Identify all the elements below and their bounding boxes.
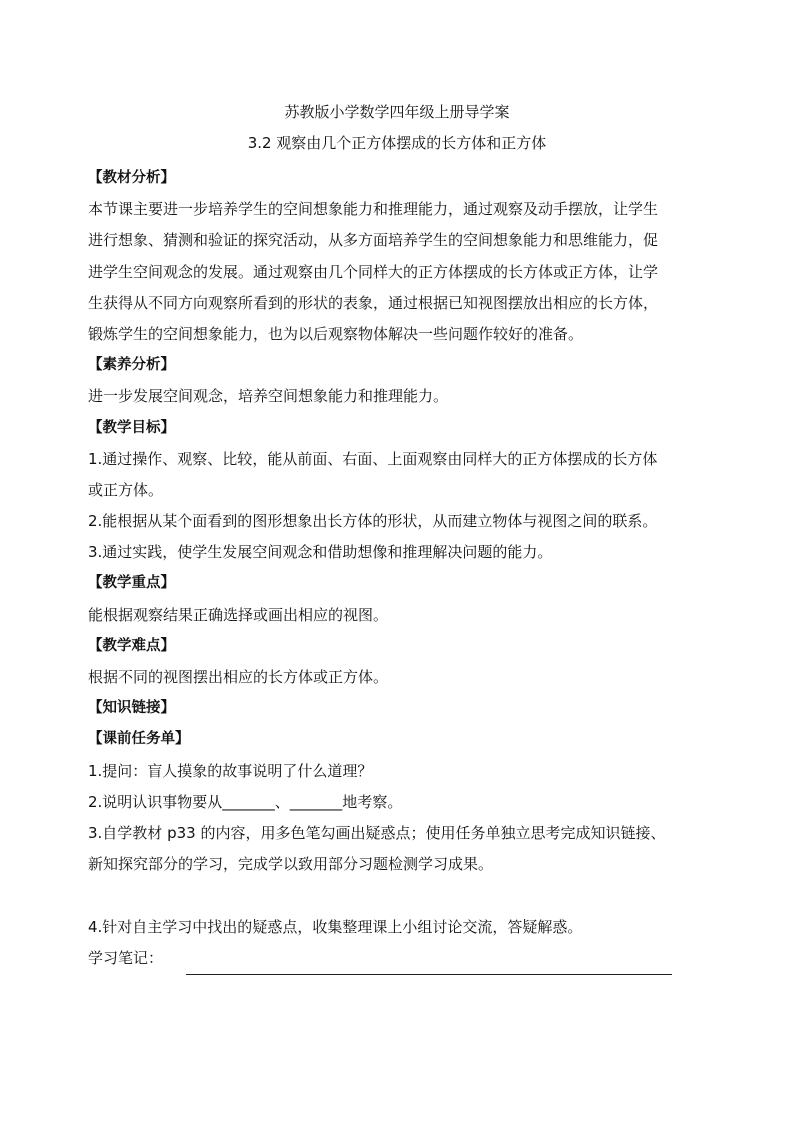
body-line: 本节课主要进一步培养学生的空间想象能力和推理能力，通过观察及动手摆放，让学生	[88, 200, 659, 219]
body-line: 2.能根据从某个面看到的图形想象出长方体的形状，从而建立物体与视图之间的联系。	[88, 512, 658, 531]
body-line: 3.通过实践，使学生发展空间观念和借助想像和推理解决问题的能力。	[88, 543, 553, 562]
section-heading: 【素养分析】	[88, 357, 175, 374]
section-heading: 【教学重点】	[88, 575, 175, 592]
body-line: 3.自学教材 p33 的内容，用多色笔勾画出疑惑点；使用任务单独立思考完成知识链接、	[88, 823, 666, 842]
document-subtitle: 3.2 观察由几个正方体摆成的长方体和正方体	[247, 134, 547, 152]
section-heading: 【课前任务单】	[88, 731, 190, 748]
body-line: 2.说明认识事物要从_______、_______地考察。	[88, 792, 403, 811]
section-heading: 【知识链接】	[88, 700, 175, 717]
body-line: 1.提问：盲人摸象的故事说明了什么道理？	[88, 761, 373, 780]
section-heading: 【教材分析】	[88, 170, 175, 186]
section-heading: 【教学目标】	[88, 419, 175, 436]
section-heading: 【教学难点】	[88, 637, 175, 654]
body-line: 进学生空间观念的发展。通过观察由几个同样大的正方体摆成的长方体或正方体，让学	[88, 262, 659, 281]
body-line: 能根据观察结果正确选择或画出相应的视图。	[88, 605, 389, 624]
body-line: 锻炼学生的空间想象能力，也为以后观察物体解决一些问题作较好的准备。	[88, 324, 584, 343]
document-title: 苏教版小学数学四年级上册导学案	[284, 103, 510, 121]
body-line: 根据不同的视图摆出相应的长方体或正方体。	[88, 668, 389, 686]
body-line: 进一步发展空间观念，培养空间想象能力和推理能力。	[88, 387, 449, 406]
body-line	[88, 880, 714, 911]
body-line: 生获得从不同方向观察所看到的形状的表象，通过根据已知视图摆放出相应的长方体，	[88, 293, 659, 312]
body-line: 4.针对自主学习中找出的疑惑点，收集整理课上小组讨论交流，答疑解惑。	[88, 917, 583, 936]
body-line: 或正方体。	[88, 480, 164, 499]
notes-writing-line	[186, 974, 672, 975]
body-line: 学习笔记：	[88, 948, 164, 967]
body-line: 1.通过操作、观察、比较，能从前面、右面、上面观察由同样大的正方体摆成的长方体	[88, 449, 658, 468]
body-line: 进行想象、猜测和验证的探究活动，从多方面培养学生的空间想象能力和思维能力，促	[88, 231, 659, 250]
body-line: 新知探究部分的学习，完成学以致用部分习题检测学习成果。	[88, 855, 494, 874]
document-body	[88, 163, 714, 974]
